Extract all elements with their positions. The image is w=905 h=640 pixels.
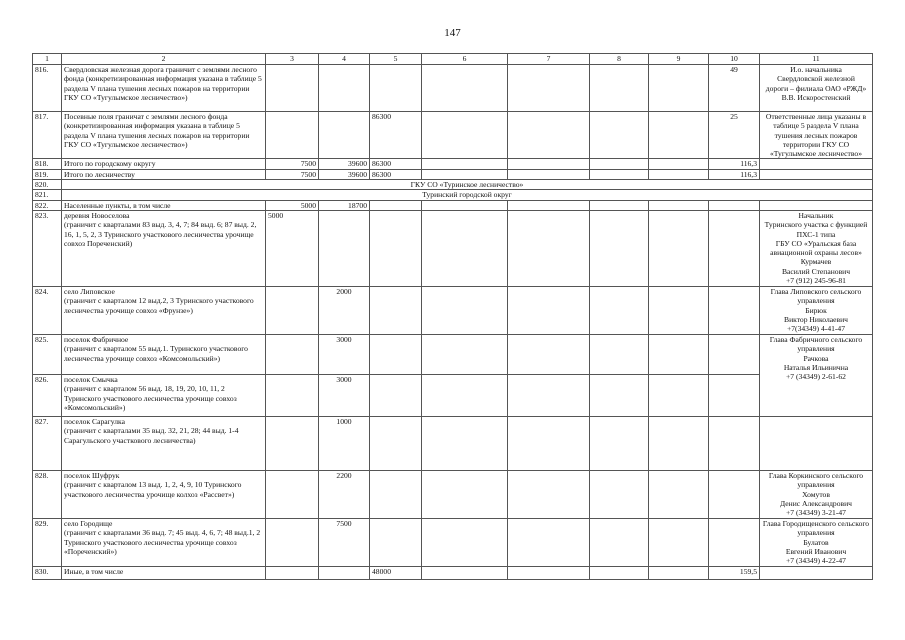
table-row	[33, 518, 873, 566]
cell-col4	[319, 65, 370, 112]
cell-col4: 39600	[319, 169, 370, 179]
section-row	[33, 180, 873, 190]
contact-cell: Глава Городищенского сельского управления Булатов Евгений Иванович +7 (34349) 4-22-47	[760, 518, 873, 566]
contact-cell	[760, 159, 873, 169]
row-description: Населенные пункты, в том числе	[62, 200, 266, 210]
header-row	[33, 54, 873, 65]
row-description: Итого по лесничеству	[62, 169, 266, 179]
row-number: 816.	[33, 65, 62, 112]
table-row	[33, 416, 873, 470]
cell-col4: 1000	[319, 416, 370, 470]
cell-col10: 116,3	[709, 169, 760, 179]
cell-col4: 7500	[319, 518, 370, 566]
contact-cell	[760, 169, 873, 179]
row-number: 823.	[33, 210, 62, 286]
header-cell: 11	[760, 54, 873, 65]
cell-col5: 48000	[370, 566, 422, 579]
row-description: Посевные поля граничат с землями лесного фонда (конкретизированная информация указана в таблице 5 раздела V плана тушения лесных пожаров на территории ГКУ СО «Тугулымское лесничество»)	[62, 112, 266, 159]
table-row	[33, 200, 873, 210]
header-cell: 9	[649, 54, 709, 65]
cell-col3	[266, 112, 319, 159]
row-number: 829.	[33, 518, 62, 566]
cell-col4: 39600	[319, 159, 370, 169]
header-cell: 10	[709, 54, 760, 65]
cell-col5: 86300	[370, 169, 422, 179]
row-description: Иные, в том числе	[62, 566, 266, 579]
row-number: 817.	[33, 112, 62, 159]
cell-col4: 3000	[319, 374, 370, 416]
contact-cell: Глава Фабричного сельского управления Рачкова Наталья Ильинична +7 (34349) 2-61-62	[760, 334, 873, 416]
cell-col3: 7500	[266, 159, 319, 169]
table-row	[33, 286, 873, 334]
table-row	[33, 169, 873, 179]
page-number: 147	[444, 27, 461, 39]
row-description: поселок Шуфрук (граничит с кварталом 13 выд. 1, 2, 4, 9, 10 Туринского участкового лесничества урочище колхоз «Рассвет»)	[62, 470, 266, 518]
contact-cell: Глава Липовского сельского управления Бирюк Виктор Николаевич +7(34349) 4-41-47	[760, 286, 873, 334]
row-number: 827.	[33, 416, 62, 470]
row-description: поселок Смычка (граничит с кварталом 56 выд. 18, 19, 20, 10, 11, 2 Туринского участкового лесничества урочище совхоз «Комсомольский»)	[62, 374, 266, 416]
header-cell: 1	[33, 54, 62, 65]
row-number: 824.	[33, 286, 62, 334]
cell-col5: 86300	[370, 159, 422, 169]
table-row	[33, 65, 873, 112]
cell-col4: 3000	[319, 334, 370, 374]
cell-col4: 18700	[319, 200, 370, 210]
row-number: 826.	[33, 374, 62, 416]
cell-col5	[370, 65, 422, 112]
header-cell: 7	[508, 54, 590, 65]
row-number: 820.	[33, 180, 62, 190]
cell-col3: 5000	[266, 210, 319, 286]
cell-col10: 49	[709, 65, 760, 112]
cell-col4	[319, 112, 370, 159]
section-title: Туринский городской округ	[62, 190, 873, 200]
row-number: 822.	[33, 200, 62, 210]
row-number: 819.	[33, 169, 62, 179]
cell-col10: 116,3	[709, 159, 760, 169]
contact-cell: И.о. начальника Свердловской железной дороги – филиала ОАО «РЖД» В.В. Искоростенский	[760, 65, 873, 112]
header-cell: 6	[422, 54, 508, 65]
row-description: Итого по городскому округу	[62, 159, 266, 169]
cell-col4: 2000	[319, 286, 370, 334]
row-number: 828.	[33, 470, 62, 518]
cell-col10: 159,5	[709, 566, 760, 579]
cell-col4: 2200	[319, 470, 370, 518]
row-description: село Городище (граничит с кварталами 36 выд. 7; 45 выд. 4, 6, 7; 48 выд.1, 2 Туринского участкового лесничества урочище совхоз «Пореченский»)	[62, 518, 266, 566]
header-cell: 4	[319, 54, 370, 65]
table-row	[33, 112, 873, 159]
table-row	[33, 470, 873, 518]
contact-cell: Ответственные лица указаны в таблице 5 раздела V плана тушения лесных пожаров территории ГКУ СО «Тугулымское лесничество»	[760, 112, 873, 159]
contact-cell: Глава Коркинского сельского управления Хомутов Денис Александрович +7 (34349) 3-21-47	[760, 470, 873, 518]
row-description: село Липовское (граничит с кварталом 12 выд.2, 3 Туринского участкового лесничества урочище совхоз «Фрунзе»)	[62, 286, 266, 334]
row-description: деревня Новоселова (граничит с кварталами 83 выд. 3, 4, 7; 84 выд. 6; 87 выд. 2, 16, 1, 5, 2, 3 Туринского участкового лесничества урочище совхоз Пореченский)	[62, 210, 266, 286]
table-row	[33, 334, 873, 374]
table-row	[33, 210, 873, 286]
table-row	[33, 159, 873, 169]
section-row	[33, 190, 873, 200]
row-number: 830.	[33, 566, 62, 579]
header-cell: 3	[266, 54, 319, 65]
cell-col3	[266, 65, 319, 112]
row-number: 821.	[33, 190, 62, 200]
contact-cell: Начальник Туринского участка с функцией ПХС-1 типа ГБУ СО «Уральская база авиационной охраны лесов» Курмачев Василий Степанович +7 (912) 245-96-81	[760, 210, 873, 286]
header-cell: 5	[370, 54, 422, 65]
cell-col5: 86300	[370, 112, 422, 159]
row-description: поселок Сарагулка (граничит с кварталами 35 выд. 32, 21, 28; 44 выд. 1-4 Сарагульского участкового лесничества)	[62, 416, 266, 470]
row-number: 825.	[33, 334, 62, 374]
cell-col3: 7500	[266, 169, 319, 179]
section-title: ГКУ СО «Туринское лесничество»	[62, 180, 873, 190]
cell-col3: 5000	[266, 200, 319, 210]
header-cell: 2	[62, 54, 266, 65]
row-description: поселок Фабричное (граничит с кварталом 55 выд.1. Туринского участкового лесничества урочище совхоз «Комсомольский»)	[62, 334, 266, 374]
table-row	[33, 566, 873, 579]
cell-col10: 25	[709, 112, 760, 159]
row-number: 818.	[33, 159, 62, 169]
fire-plan-table	[32, 53, 873, 580]
row-description: Свердловская железная дорога граничит с землями лесного фонда (конкретизированная информация указана в таблице 5 раздела V плана тушения лесных пожаров на территории ГКУ СО «Тугулымское лесничество»)	[62, 65, 266, 112]
header-cell: 8	[590, 54, 649, 65]
table-row	[33, 374, 873, 416]
